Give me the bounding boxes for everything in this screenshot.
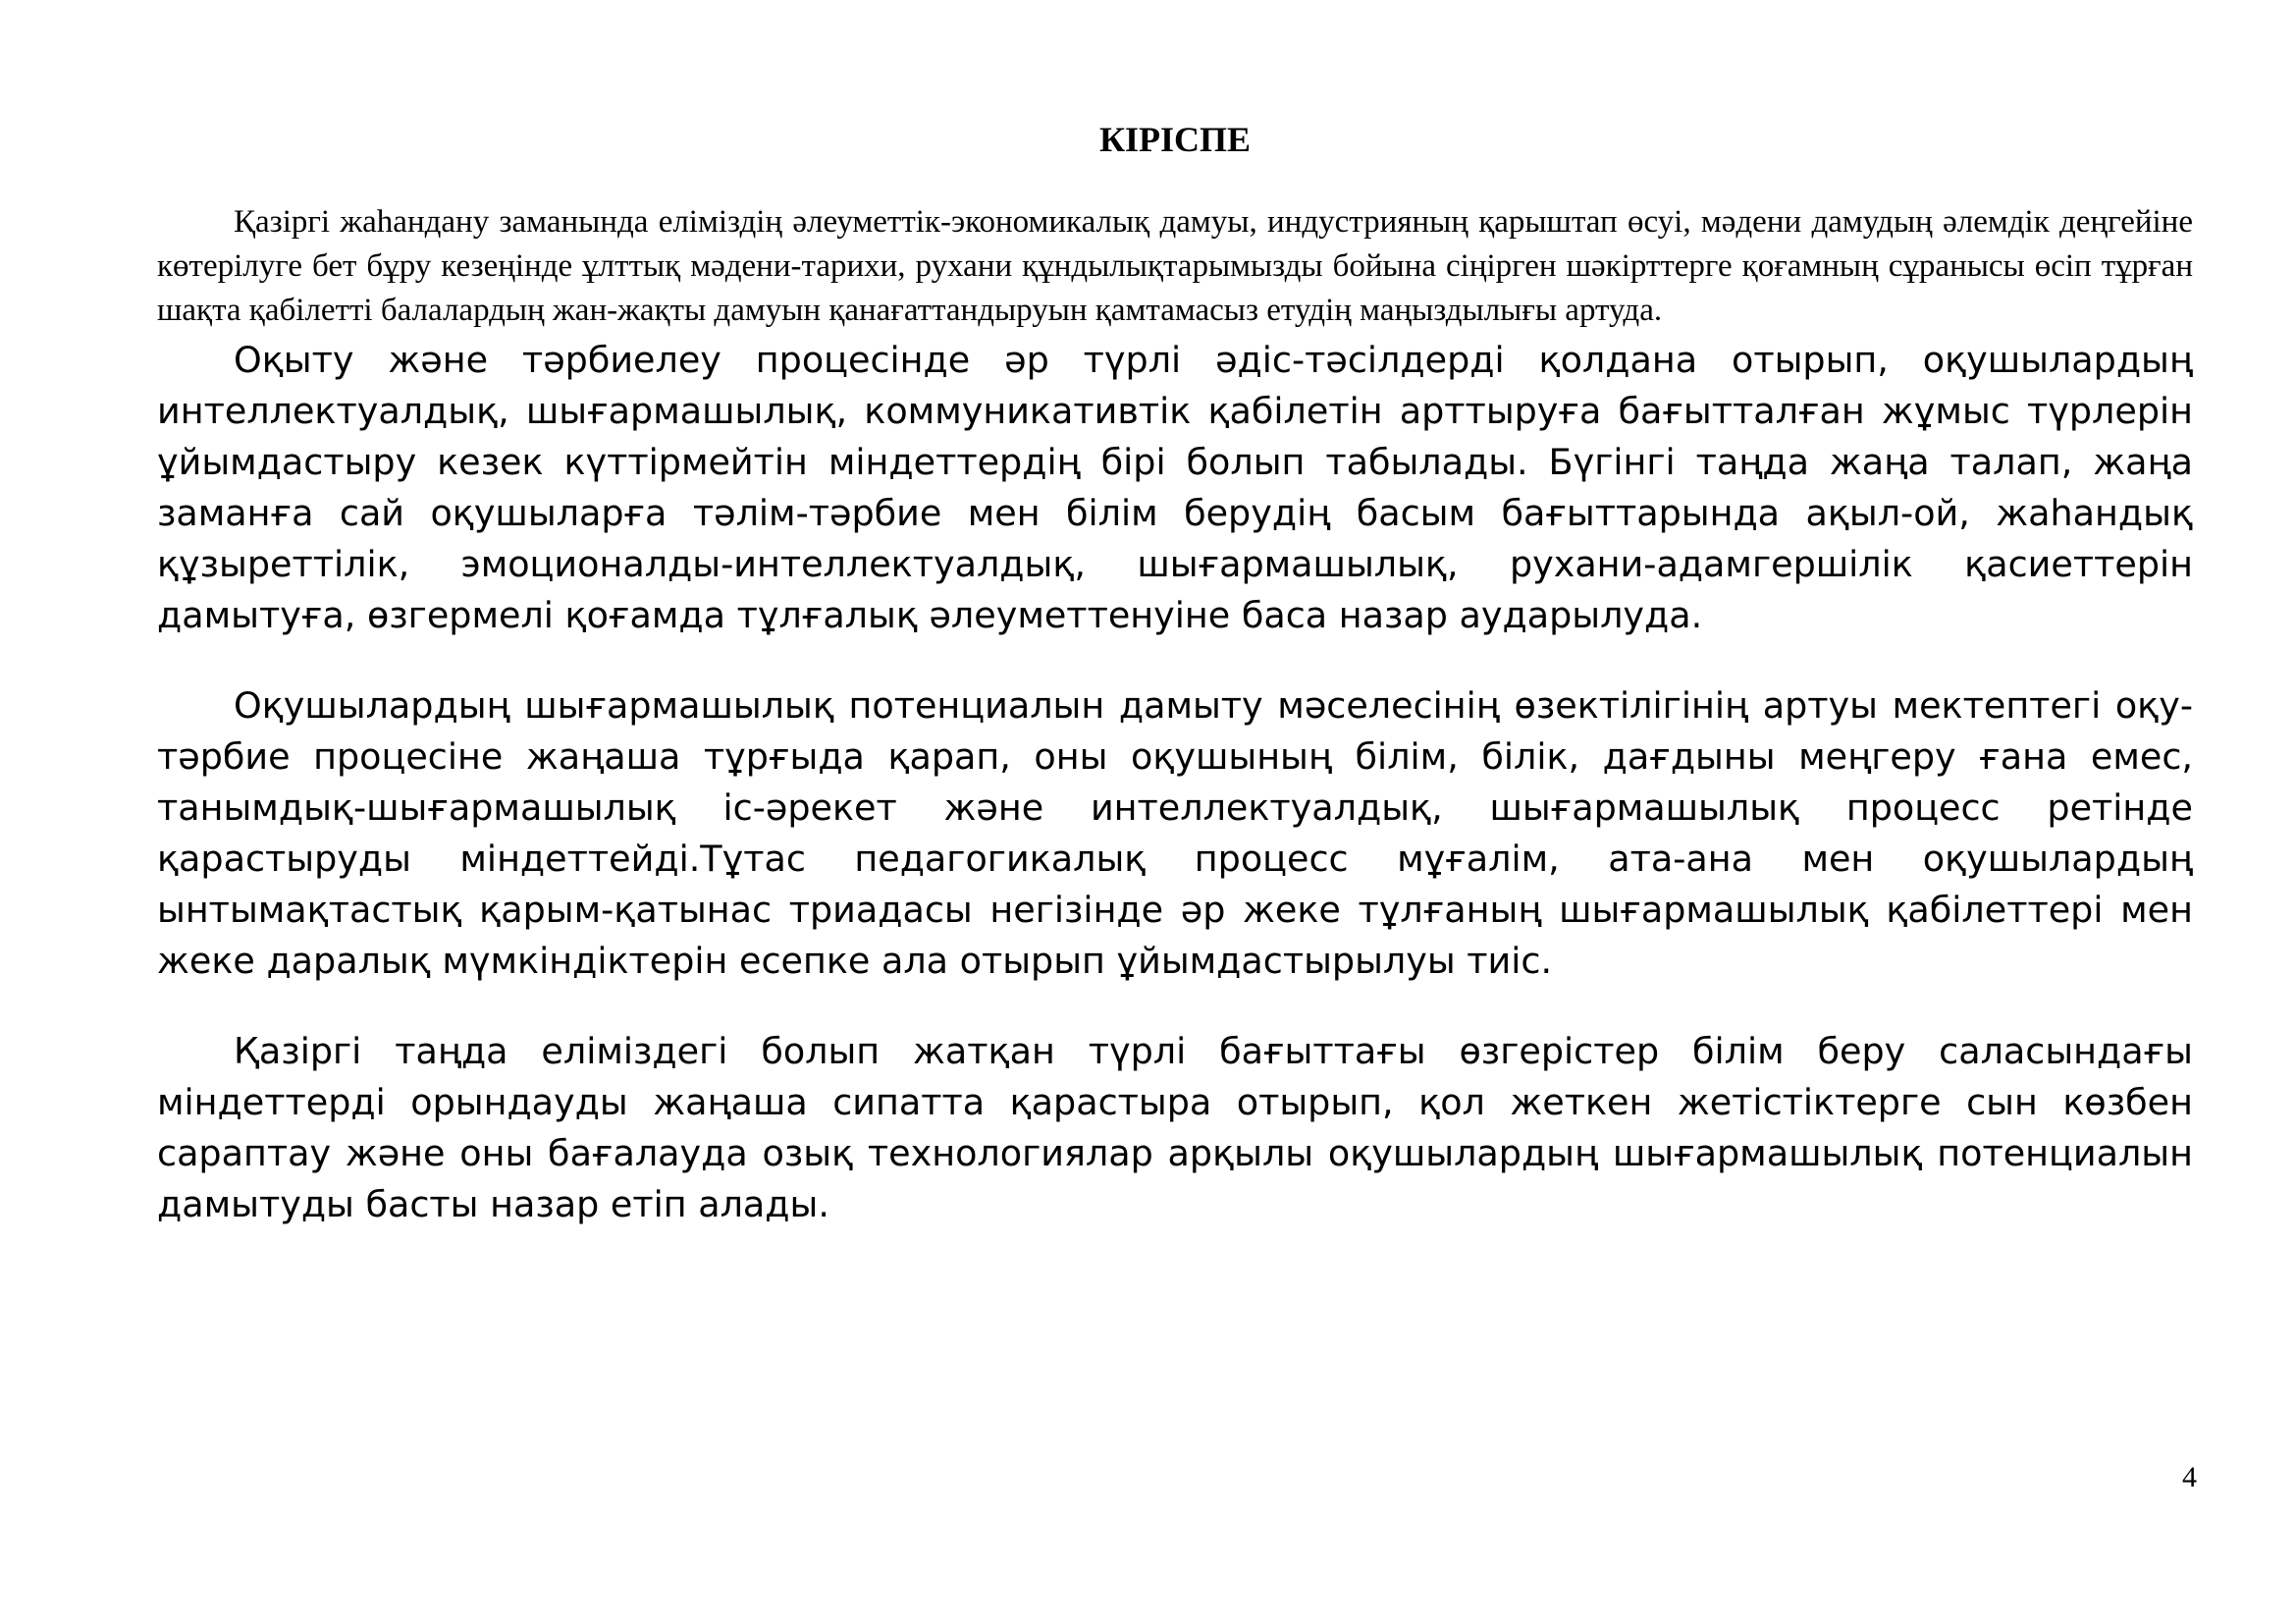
paragraph-teaching-process: Оқыту және тәрбиелеу процесінде әр түрлі әдіс-тәсілдерді қолдана отырып, оқушылардың интеллектуалдық, шығармашылық, коммуникативтік қабілетін арттыруға бағытталған жұмыс түрлерін ұйымдастыру кезек күттірмейтін міндеттердің бірі болып табылады. Бүгінгі таңда жаңа талап, жаңа заманға сай оқушыларға тәлім-тәрбие мен білім берудің басым бағыттарында ақыл-ой, жаһандық құзыреттілік, эмоционалды-интеллектуалдық, шығармашылық, рухани-адамгершілік қасиеттерін дамытуға, өзгермелі қоғамда тұлғалық әлеуметтенуіне баса назар аударылуда.: [157, 339, 2193, 636]
paragraph-current-changes: Қазіргі таңда еліміздегі болып жатқан түрлі бағыттағы өзгерістер білім беру саласындағы міндеттерді орындауды жаңаша сипатта қарастыра отырып, қол жеткен жетістіктерге сын көзбен сараптау және оны бағалауда озық технологиялар арқылы оқушылардың шығармашылық потенциалын дамытуды басты назар етіп алады.: [157, 1030, 2193, 1225]
page-number: 4: [2182, 1461, 2197, 1493]
page-title: КІРІСПЕ: [1098, 120, 1252, 159]
paragraph-intro: Қазіргі жаһандану заманында еліміздің әлеуметтік-экономикалық дамуы, индустрияның қарыштап өсуі, мәдени дамудың әлемдік деңгейіне көтерілуге бет бұру кезеңінде ұлттық мәдени-тарихи, рухани құндылықтарымызды бойына сіңірген шәкірттерге қоғамның сұранысы өсіп тұрған шақта қабілетті балалардың жан-жақты дамуын қанағаттандыруын қамтамасыз етудің маңыздылығы артуда.: [157, 204, 2193, 328]
paragraph-creative-potential: Оқушылардың шығармашылық потенциалын дамыту мәселесінің өзектілігінің артуы мектептегі оқу-тәрбие процесіне жаңаша тұрғыда қарап, оны оқушының білім, білік, дағдыны меңгеру ғана емес, танымдық-шығармашылық іс-әрекет және интеллектуалдық, шығармашылық процесс ретінде қарастыруды міндеттейді.Тұтас педагогикалық процесс мұғалім, ата-ана мен оқушылардың ынтымақтастық қарым-қатынас триадасы негізінде әр жеке тұлғаның шығармашылық қабілеттері мен жеке даралық мүмкіндіктерін есепке ала отырып ұйымдастырылуы тиіс.: [157, 684, 2193, 982]
document-page: [157, 116, 2193, 1230]
